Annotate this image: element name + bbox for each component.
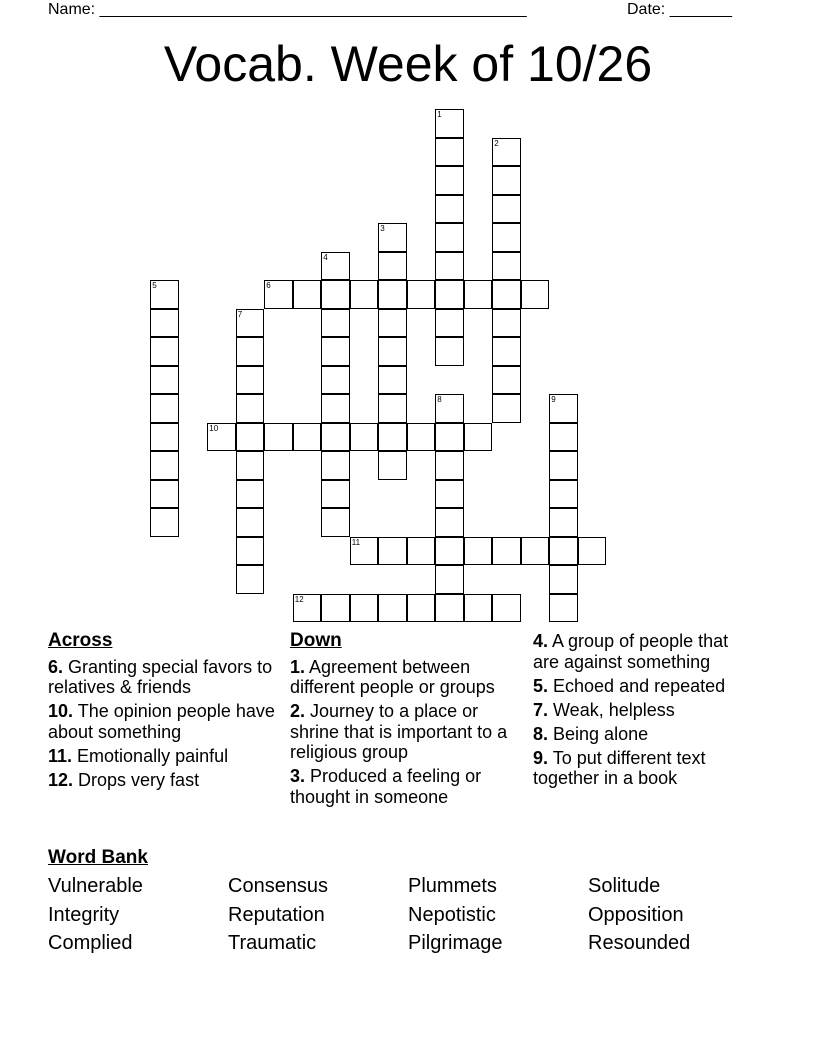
clue-number: 5 [152,281,157,291]
clue-number: 6. [48,656,64,677]
grid-cell[interactable] [321,252,350,281]
grid-cell[interactable] [435,195,464,224]
grid-cell[interactable] [150,480,179,509]
grid-cell[interactable] [492,138,521,167]
name-field-label: Name: ________________________________________________ [48,1,527,18]
grid-cell[interactable] [150,366,179,395]
grid-cell[interactable] [378,394,407,423]
clue-number: 2 [494,138,499,148]
word-bank-item: Pilgrimage [408,932,503,954]
grid-cell[interactable] [549,394,578,423]
grid-cell[interactable] [492,337,521,366]
grid-cell[interactable] [464,280,493,309]
clue-number: 3 [380,224,385,234]
grid-cell[interactable] [321,337,350,366]
grid-cell[interactable] [492,280,521,309]
grid-cell[interactable] [236,337,265,366]
grid-cell[interactable] [378,537,407,566]
grid-cell[interactable] [236,394,265,423]
grid-cell[interactable] [435,594,464,623]
clue-number: 8 [437,395,442,405]
clue-text: Granting special favors to relatives & friends [48,656,273,697]
grid-cell[interactable] [435,138,464,167]
grid-cell[interactable] [549,565,578,594]
grid-cell[interactable] [435,565,464,594]
clue-number: 2. [290,701,306,721]
grid-cell[interactable] [350,537,379,566]
grid-cell[interactable] [350,594,379,623]
grid-cell[interactable] [521,537,550,566]
grid-cell[interactable] [549,594,578,623]
grid-cell[interactable] [378,451,407,480]
clue-number: 3. [290,766,306,786]
grid-cell[interactable] [549,451,578,480]
grid-cell[interactable] [378,223,407,252]
grid-cell[interactable] [150,280,179,309]
grid-cell[interactable] [150,337,179,366]
clue-number: 11 [351,537,361,547]
word-bank-item: Solitude [588,875,661,897]
grid-cell[interactable] [293,280,322,309]
clue-item [533,724,748,745]
clue-item [290,657,530,698]
grid-cell[interactable] [150,451,179,480]
grid-cell[interactable] [521,280,550,309]
grid-cell[interactable] [350,280,379,309]
grid-cell[interactable] [492,537,521,566]
clue-item [533,676,748,697]
clue-number: 6 [266,281,271,291]
word-bank-item: Vulnerable [48,875,143,897]
word-bank-item: Complied [48,932,133,954]
grid-cell[interactable] [549,480,578,509]
clue-item [533,748,748,789]
clue-item [48,770,283,791]
grid-cell[interactable] [236,423,265,452]
grid-cell[interactable] [321,594,350,623]
clue-text: Journey to a place or shrine that is important to a religious group [290,701,508,762]
clue-number: 10. [48,701,74,721]
down-heading: Down [290,630,342,651]
grid-cell[interactable] [378,423,407,452]
grid-cell[interactable] [321,280,350,309]
down-clues-continued [533,631,748,792]
page-title: Vocab. Week of 10/26 [163,36,653,92]
date-field-label: Date: _______ [627,1,732,18]
grid-cell[interactable] [407,423,436,452]
grid-cell[interactable] [492,195,521,224]
word-bank-item: Nepotistic [408,904,496,926]
clue-item [290,766,530,807]
grid-cell[interactable] [492,223,521,252]
clue-item [533,631,748,672]
grid-cell[interactable] [150,394,179,423]
clue-number: 1. [290,656,306,677]
clue-number: 9. [533,747,549,768]
grid-cell[interactable] [435,223,464,252]
grid-cell[interactable] [150,423,179,452]
grid-cell[interactable] [435,480,464,509]
grid-cell[interactable] [378,594,407,623]
grid-cell[interactable] [435,309,464,338]
clue-item [533,700,748,721]
grid-cell[interactable] [378,252,407,281]
grid-cell[interactable] [150,309,179,338]
clue-number: 12 [294,594,304,604]
clue-number: 4 [323,252,328,262]
clue-number: 10 [209,423,219,433]
grid-cell[interactable] [492,394,521,423]
grid-cell[interactable] [492,166,521,195]
word-bank-item: Traumatic [228,932,317,954]
grid-cell[interactable] [264,280,293,309]
grid-cell[interactable] [293,423,322,452]
clue-number: 5. [533,675,549,696]
grid-cell[interactable] [549,423,578,452]
grid-cell[interactable] [321,480,350,509]
clue-text: Echoed and repeated [548,675,726,696]
grid-cell[interactable] [321,309,350,338]
clue-text: Agreement between different people or groups [290,656,495,697]
grid-cell[interactable] [293,594,322,623]
grid-cell[interactable] [435,337,464,366]
clue-number: 7 [237,309,243,319]
grid-cell[interactable] [435,508,464,537]
grid-cell[interactable] [236,537,265,566]
word-bank-item: Resounded [588,932,691,954]
clue-text: Emotionally painful [72,745,229,766]
word-bank-item: Opposition [588,904,684,926]
grid-cell[interactable] [549,508,578,537]
clue-number: 12. [48,769,74,790]
grid-cell[interactable] [578,537,607,566]
clue-number: 4. [533,631,549,651]
grid-cell[interactable] [492,309,521,338]
grid-cell[interactable] [492,252,521,281]
clue-number: 9 [551,395,556,405]
grid-cell[interactable] [321,423,350,452]
grid-cell[interactable] [264,423,293,452]
grid-cell[interactable] [378,309,407,338]
clue-text: The opinion people have about something [48,701,275,742]
grid-cell[interactable] [435,109,464,138]
grid-cell[interactable] [350,423,379,452]
word-bank-item: Consensus [228,875,329,897]
grid-cell[interactable] [407,537,436,566]
clue-item [48,746,283,767]
grid-cell[interactable] [378,366,407,395]
grid-cell[interactable] [492,366,521,395]
grid-cell[interactable] [464,594,493,623]
grid-cell[interactable] [435,423,464,452]
grid-cell[interactable] [464,537,493,566]
grid-cell[interactable] [236,508,265,537]
grid-cell[interactable] [207,423,236,452]
clue-text: A group of people that are against something [533,631,729,672]
across-clues [48,631,283,794]
grid-cell[interactable] [236,565,265,594]
clue-item [48,657,283,698]
grid-cell[interactable] [435,537,464,566]
grid-cell[interactable] [321,394,350,423]
grid-cell[interactable] [236,366,265,395]
grid-cell[interactable] [321,451,350,480]
grid-cell[interactable] [435,394,464,423]
word-bank-item: Integrity [48,904,120,926]
grid-cell[interactable] [150,508,179,537]
grid-cell[interactable] [236,309,265,338]
grid-cell[interactable] [378,337,407,366]
grid-cell[interactable] [492,594,521,623]
clue-text: Being alone [548,723,649,744]
grid-cell[interactable] [464,423,493,452]
clue-item [48,701,283,742]
word-bank-item: Plummets [408,875,497,897]
clue-item [290,701,530,763]
across-heading: Across [48,630,113,651]
grid-cell[interactable] [236,480,265,509]
clue-text: To put different text together in a book [533,747,706,788]
down-clues [290,631,530,811]
grid-cell[interactable] [407,594,436,623]
grid-cell[interactable] [549,537,578,566]
clue-text: Produced a feeling or thought in someone [290,766,482,807]
grid-cell[interactable] [435,280,464,309]
grid-cell[interactable] [378,280,407,309]
grid-cell[interactable] [236,451,265,480]
grid-cell[interactable] [321,366,350,395]
clue-text: Weak, helpless [548,699,675,720]
grid-cell[interactable] [321,508,350,537]
clue-number: 11. [48,745,73,766]
clue-number: 7. [533,699,549,720]
grid-cell[interactable] [435,451,464,480]
grid-cell[interactable] [407,280,436,309]
clue-number: 1 [437,110,442,120]
word-bank-heading: Word Bank [48,847,148,868]
word-bank-item: Reputation [228,904,325,926]
clue-text: Drops very fast [73,769,200,790]
grid-cell[interactable] [435,252,464,281]
grid-cell[interactable] [435,166,464,195]
clue-number: 8. [533,723,549,744]
